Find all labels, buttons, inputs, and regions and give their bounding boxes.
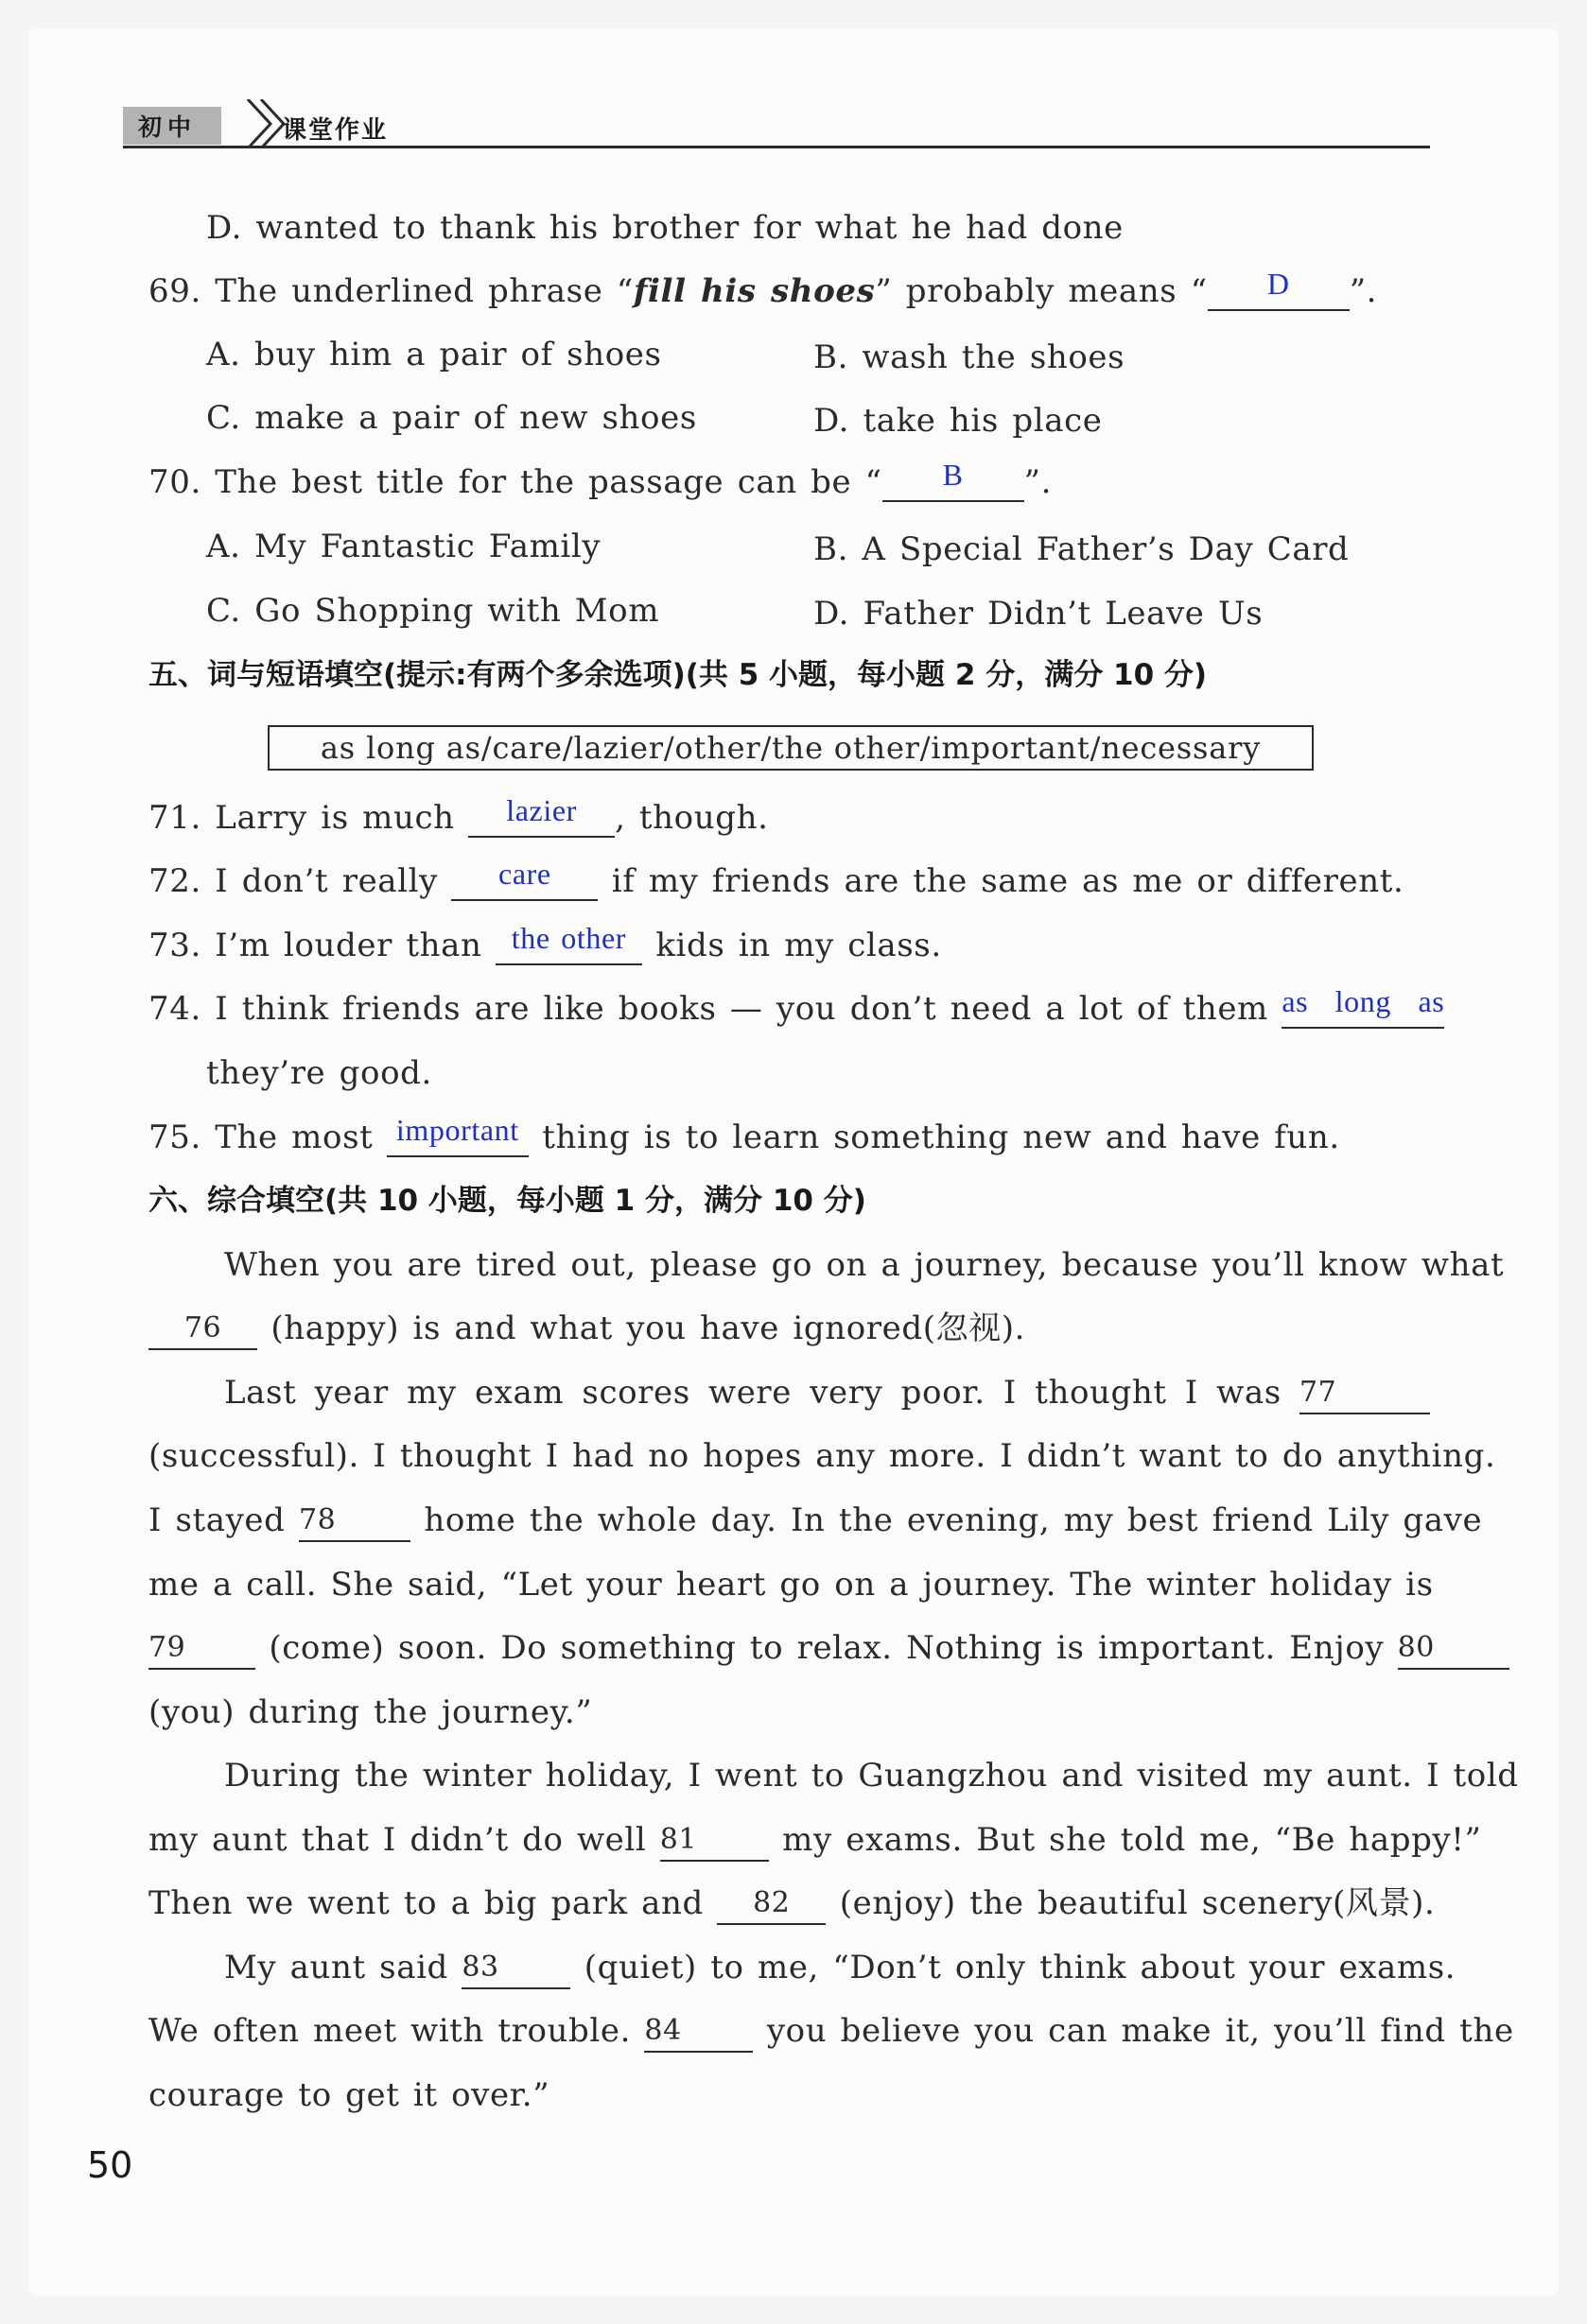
q71-pre: 71. Larry is much bbox=[148, 799, 455, 837]
question-69 bbox=[148, 267, 1378, 311]
blank-83-number: 83 bbox=[462, 1951, 499, 1984]
q71-answer-blank[interactable] bbox=[468, 793, 615, 838]
q75-answer: important bbox=[395, 1113, 519, 1147]
q70-option-b: B. A Special Father’s Day Card bbox=[813, 530, 1350, 568]
p2-line-4: me a call. She said, “Let your heart go on a journey. The winter holiday is bbox=[148, 1566, 1434, 1604]
blank-79[interactable] bbox=[148, 1630, 255, 1670]
q70-answer: B bbox=[942, 458, 964, 492]
blank-84-number: 84 bbox=[644, 2014, 682, 2047]
q69-option-d: D. take his place bbox=[813, 402, 1103, 440]
p3-line-2a: my aunt that I didn’t do well bbox=[148, 1821, 647, 1859]
p4-line-2b: you believe you can make it, you’ll find the bbox=[766, 2012, 1514, 2050]
q75-pre: 75. The most bbox=[148, 1119, 374, 1156]
q75-post: thing is to learn something new and have fun. bbox=[542, 1119, 1340, 1156]
q72-pre: 72. I don’t really bbox=[148, 862, 438, 900]
q74-pre: 74. I think friends are like books — you don’t need a lot of them bbox=[148, 990, 1268, 1028]
p4-line-1b: (quiet) to me, “Don’t only think about your exams. bbox=[584, 1949, 1456, 1986]
p2-line-3b: home the whole day. In the evening, my best friend Lily gave bbox=[424, 1501, 1483, 1539]
blank-78[interactable] bbox=[299, 1502, 410, 1542]
blank-80[interactable] bbox=[1398, 1630, 1509, 1670]
p3-line-3 bbox=[148, 1884, 1435, 1925]
question-74 bbox=[148, 984, 1445, 1029]
q72-answer: care bbox=[498, 857, 551, 891]
page-number: 50 bbox=[87, 2144, 133, 2186]
p1-line-2 bbox=[148, 1309, 1025, 1350]
blank-76[interactable] bbox=[148, 1310, 257, 1350]
q72-post: if my friends are the same as me or different. bbox=[611, 862, 1404, 900]
q69-answer: D bbox=[1266, 267, 1290, 301]
q69-option-b: B. wash the shoes bbox=[813, 338, 1125, 376]
word-box: as long as/care/lazier/other/the other/important/necessary bbox=[268, 725, 1314, 771]
q70-option-d: D. Father Didn’t Leave Us bbox=[813, 595, 1264, 633]
q74-answer-blank[interactable] bbox=[1282, 984, 1445, 1029]
q69-answer-blank[interactable] bbox=[1208, 267, 1350, 311]
p4-line-3: courage to get it over.” bbox=[148, 2076, 550, 2114]
q70-post: ”. bbox=[1023, 463, 1052, 501]
blank-82[interactable] bbox=[717, 1885, 826, 1925]
q69-pre: 69. The underlined phrase “ bbox=[148, 272, 634, 310]
q69-post: ”. bbox=[1349, 272, 1378, 310]
q69-option-a: A. buy him a pair of shoes bbox=[206, 336, 662, 373]
blank-80-number: 80 bbox=[1397, 1631, 1435, 1664]
q70-pre: 70. The best title for the passage can be “ bbox=[148, 463, 882, 501]
p3-line-1: During the winter holiday, I went to Guangzhou and visited my aunt. I told bbox=[224, 1757, 1519, 1795]
q71-answer: lazier bbox=[506, 793, 577, 827]
p3-line-3b: (enjoy) the beautiful scenery(风景). bbox=[839, 1884, 1436, 1922]
q74-answer: as long as bbox=[1282, 984, 1445, 1018]
blank-78-number: 78 bbox=[298, 1503, 337, 1536]
q71-post: , though. bbox=[615, 799, 769, 837]
blank-83[interactable] bbox=[462, 1950, 570, 1989]
q74-continued: they’re good. bbox=[206, 1054, 432, 1092]
p4-line-2 bbox=[148, 2012, 1514, 2053]
q68-option-d: D. wanted to thank his brother for what he had done bbox=[206, 209, 1124, 247]
blank-81[interactable] bbox=[660, 1822, 769, 1862]
q69-mid: ” probably means “ bbox=[875, 272, 1208, 310]
blank-77-number: 77 bbox=[1299, 1376, 1337, 1409]
blank-76-number: 76 bbox=[183, 1311, 222, 1344]
header-title: 课堂作业 bbox=[282, 116, 389, 145]
p1-line-2-text: (happy) is and what you have ignored(忽视). bbox=[270, 1309, 1026, 1347]
q70-option-a: A. My Fantastic Family bbox=[206, 528, 602, 565]
header-rule bbox=[123, 146, 1430, 148]
section-6-title: 六、综合填空(共 10 小题，每小题 1 分，满分 10 分) bbox=[148, 1184, 866, 1218]
section-5-title: 五、词与短语填空(提示:有两个多余选项)(共 5 小题，每小题 2 分，满分 10 分) bbox=[148, 658, 1208, 692]
question-72 bbox=[148, 857, 1404, 901]
p2-line-1 bbox=[224, 1374, 1430, 1414]
p2-line-1-text: Last year my exam scores were very poor. I thought I was bbox=[224, 1374, 1282, 1412]
p2-line-5-text: (come) soon. Do something to relax. Nothing is important. Enjoy bbox=[269, 1629, 1385, 1667]
question-73 bbox=[148, 921, 942, 965]
q72-answer-blank[interactable] bbox=[451, 857, 598, 901]
question-71 bbox=[148, 793, 769, 838]
q75-answer-blank[interactable] bbox=[387, 1113, 529, 1157]
p2-line-2: (successful). I thought I had no hopes any more. I didn’t want to do anything. bbox=[148, 1437, 1496, 1475]
q70-option-c: C. Go Shopping with Mom bbox=[206, 592, 660, 630]
question-70 bbox=[148, 458, 1052, 502]
q69-option-c: C. make a pair of new shoes bbox=[206, 399, 697, 437]
blank-84[interactable] bbox=[644, 2013, 753, 2053]
p2-line-3 bbox=[148, 1501, 1483, 1542]
blank-79-number: 79 bbox=[148, 1631, 186, 1664]
q70-answer-blank[interactable] bbox=[882, 458, 1024, 502]
q73-answer-blank[interactable] bbox=[496, 921, 642, 965]
blank-82-number: 82 bbox=[753, 1886, 791, 1919]
question-75 bbox=[148, 1113, 1340, 1157]
p3-line-2b: my exams. But she told me, “Be happy!” bbox=[782, 1821, 1482, 1859]
q73-answer: the other bbox=[511, 921, 627, 955]
p2-line-5 bbox=[148, 1629, 1435, 1670]
blank-81-number: 81 bbox=[659, 1823, 698, 1856]
p4-line-2a: We often meet with trouble. bbox=[148, 2012, 631, 2050]
p1-line-1: When you are tired out, please go on a journey, because you’ll know what bbox=[224, 1246, 1505, 1284]
level-tab: 初中 bbox=[123, 107, 221, 145]
page-header bbox=[123, 99, 1430, 148]
p3-line-2 bbox=[148, 1821, 1482, 1862]
q73-pre: 73. I’m louder than bbox=[148, 927, 482, 964]
p2-line-6: (you) during the journey.” bbox=[148, 1693, 593, 1731]
p2-line-3a: I stayed bbox=[148, 1501, 286, 1539]
q73-post: kids in my class. bbox=[655, 927, 942, 964]
q69-phrase: fill his shoes bbox=[633, 272, 876, 310]
p3-line-3a: Then we went to a big park and bbox=[148, 1884, 704, 1922]
blank-77[interactable] bbox=[1299, 1375, 1430, 1414]
p4-line-1a: My aunt said bbox=[224, 1949, 448, 1986]
p4-line-1 bbox=[224, 1949, 1456, 1989]
